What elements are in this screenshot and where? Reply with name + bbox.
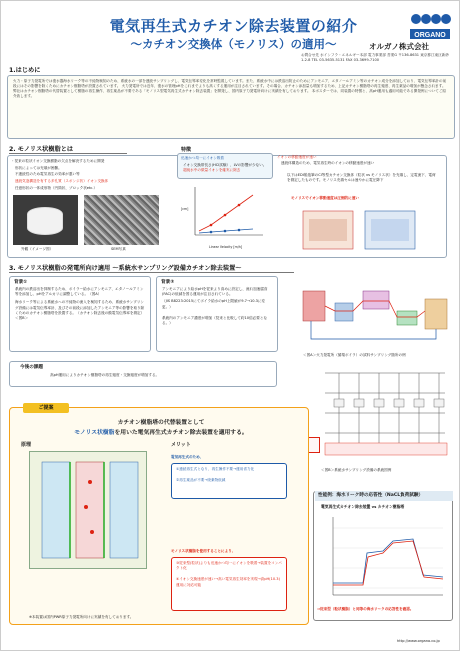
perf-title: 性能例：海水リーク時の応答性（NaCL負荷試験） [315, 491, 453, 501]
page-subtitle: 〜カチオン交換体（モノリス）の適用〜 [130, 37, 337, 51]
perf-note: ⇒従来型（粒状樹脂）と同等の海水リークの応答性を確認。 [317, 607, 414, 611]
bg2-body: アンモニアにより給水pHを従来より高めに設定し、流れ加速腐食(FAC)の低減を図る運用が注目されている。 [162, 287, 268, 297]
feature-title: 特徴 [181, 147, 192, 153]
sec2-intro: ・従来の粒状イオン交換樹脂の欠点を解決するために開発 [11, 159, 105, 163]
page-title: 電気再生式カチオン除去装置の紹介 [109, 17, 358, 35]
merit-box-2 [171, 557, 287, 611]
plant-diagram [291, 281, 453, 351]
perf-chart [323, 513, 447, 603]
chart-xlabel: Linear Velocity [m/h] [209, 245, 243, 249]
image-label: SEM写真 [111, 247, 126, 251]
bg1-title: 背景① [14, 280, 28, 285]
perf-sub: 電気再生式カチオン除去装置 vs カチオン樹脂塔 [321, 504, 405, 509]
sem-photo [84, 195, 159, 245]
sec2-bullet: 不連続性のため電気再生の効率が悪い等 [15, 172, 80, 176]
proposal-tag [23, 403, 69, 413]
sec2-bullet: 形状によっては充填が困難。 [15, 166, 62, 170]
point-item: 連続体構造のため、電気再生時のイオンの移動速度が速い [281, 161, 375, 165]
point-item: 以下はEDI脱塩筆のCl等型カチオン交換体（粒状 vs モノリス状）を充填し、定電流下、電荷を測定したものです。モノリス充填セルは速やかに電圧降下 [287, 173, 436, 183]
organo-logo [408, 9, 452, 43]
bg2-body3: 系統内のアンモニア濃度が増加（従来と比較して約10倍必要となる。） [162, 315, 268, 326]
feature-item: 超純水中の微量イオンを確実に除去 [183, 168, 241, 173]
merit-label: メリット [171, 442, 191, 448]
bg2-box [156, 276, 278, 352]
fig-b-caption: ＜図B＞系統水サンプリング設備の系統図例 [321, 468, 392, 472]
proposal-note: ※本装置は国内PWR原子力発電所向けに実績を有しております。 [29, 615, 134, 619]
feature-item: 迅速かつ均一にイオン吸着 [181, 156, 225, 160]
merit-item: ②再生薬品が不要→廃棄物低減 [176, 478, 226, 483]
point-item: モノリスでイオン移動速度は圧倒的に速い [291, 196, 359, 200]
merit-item: ①連続再生式となり、再生操作不要→運用省力化 [176, 467, 255, 471]
chart-ylabel: [cm] [181, 207, 189, 211]
principle-label: 原理 [21, 442, 32, 448]
bg1-body: 系統内の鉄溶出を抑制するため、ボイラー給水にアンモニア、エタノールアミン等を添加し、pHをアルカリに調整している。（図A） [15, 287, 144, 297]
company-url[interactable]: http://www.organo.co.jp [397, 639, 440, 643]
feature-box [177, 153, 273, 179]
monolith-photo [13, 195, 78, 245]
cell-diagram [301, 205, 421, 253]
proposal-rest: を用いた電気再生式カチオン除去装置を適用する。 [114, 430, 248, 436]
sec1-body: 火力・原子力発電所では復水器海水リーク等の不純物検知のため、系統水の一部を連続サンプリングし、電気伝導率変化を常時監視しています。また、系統水中には鉄溶出防止のためにアンモニア、エタノールアミン等のカチオン成分を添加しており、電気伝導率計の前段にはその影響を除くためにカチオン樹脂塔が設置されています。 火力発電所では近年、復水の管理pHをこれまでよりも高くする運用が注目されています。その場合、カチオン添加量も増加するため、上記カチオン樹脂塔の再生頻度、再生薬品の増加が懸念されます。 弊社はカチオン樹脂塔の代替装置として樹脂の再生操作、再生薬品が不要である「モノリス型電気再生式カチオン除去装置」を開発し、国内原子力発電所向けに実績を有しております。 本ポスターでは、同装置の特徴と、高pH運用も適用可能である開発例についてご紹介致します。 [13, 79, 447, 98]
issue-title: 今後の課題 [20, 365, 43, 370]
proposal-blue: モノリス状樹脂 [74, 430, 115, 436]
sampling-diagram [319, 363, 451, 467]
merit-item: 電気再生式のため、 [171, 455, 204, 459]
sec2-heading: 2. モノリス状樹脂とは [9, 146, 74, 153]
point-item: イオンの移動速度が速い [277, 155, 317, 159]
bg2-title: 背景② [161, 280, 175, 285]
svg-text:ORGANO: ORGANO [414, 32, 446, 39]
fig-a-caption: ＜図A＞火力発電所（循環ボイラ）の試料サンプリング箇所の例 [303, 353, 406, 357]
issue-box [9, 361, 277, 387]
image-label: 外観（イメージ図） [21, 247, 54, 251]
org-name: オルガノ株式会社 [369, 42, 429, 51]
feature-item: イオン交換帯長さ(HCl試験）、LVの影響が少ない。 [183, 163, 267, 168]
merit-item: ③従来型(粒状)よりも迅速かつ均一にイオンを吸着→装置をコンパクト化 [176, 561, 282, 571]
sec3-heading: 3. モノリス状樹脂の発電所向け適用 〜系統水サンプリング設備カチオン除去装置〜 [9, 265, 242, 272]
sec2-bullet: 連続気泡構造を有する多孔質（スポンジ状）イオン交換体 [15, 179, 109, 183]
bg1-body2: 海水リーク等による系統水への不純物の流入を検知するため、系統水サンプリング設備には電気伝導率計、及びその前段に添加したアンモニア等の影響を取り除くためのカチオン樹脂塔を設置する。（カチオン除去後の酸電気伝導率を測定）＜図B＞ [15, 300, 145, 321]
sec2-bullet: 任意形状の一体成形物（円筒状、ブロック状etc.） [15, 186, 98, 190]
merit-item: ④イオン交換速度が速い→高い電気再生効率を実現→高pH(10.3)運用に対応可能 [176, 577, 280, 587]
lv-chart [187, 185, 265, 243]
proposal-heading: ご提案 [38, 405, 54, 411]
sec1-box [7, 75, 455, 139]
bg2-body2: （JIS B8223:2015にてボイラ給水のpH上限値が9.7→10.3に変更。） [162, 299, 266, 309]
merit-item: モノリス状樹脂を使用することにより、 [171, 549, 236, 553]
bg1-box [9, 276, 151, 352]
contact-address: お問合せ先 水インフラ・エネルギー本部 電力事業部 営業G 〒136-8631 東京都江東区新砂1-2-8 TEL 03-5635-5131 FAX 03-3699-7100 [301, 53, 449, 62]
issue-body: 高pH運用によりカチオン樹脂塔の再生頻度・交換頻度が増加する。 [50, 373, 160, 377]
sec1-heading: 1.はじめに [9, 67, 41, 74]
principle-diagram [29, 451, 147, 569]
proposal-line1: カチオン樹脂塔の代替装置として [117, 420, 205, 426]
merit-box-1 [171, 463, 287, 499]
